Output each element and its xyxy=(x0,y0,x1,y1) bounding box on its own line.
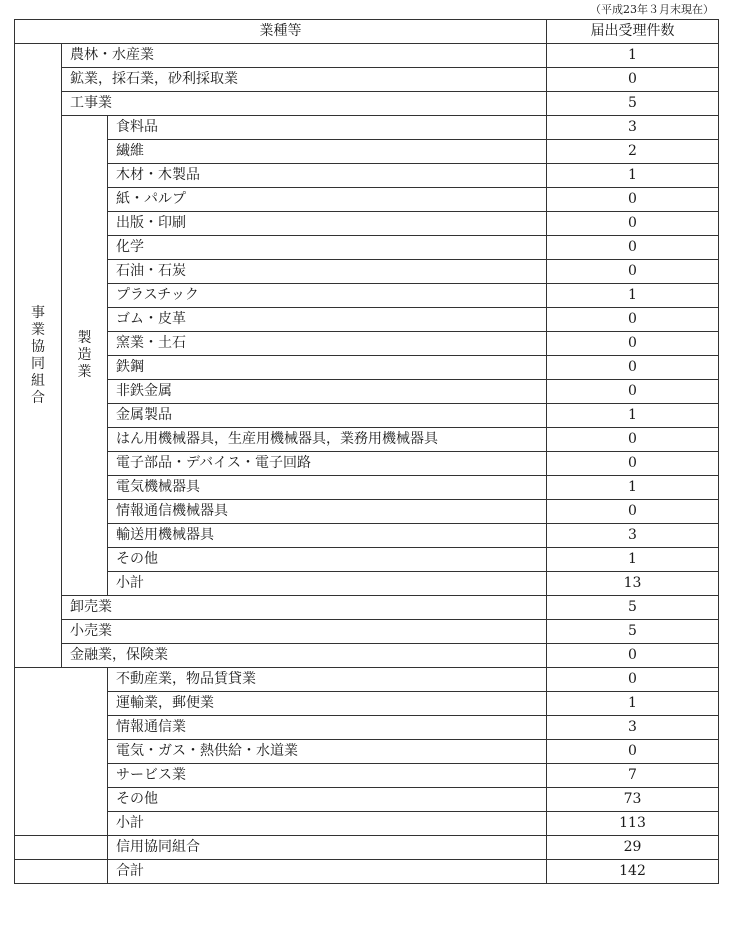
row-label: 繊維 xyxy=(108,140,547,164)
row-value: 1 xyxy=(547,164,719,188)
row-label: 木材・木製品 xyxy=(108,164,547,188)
table-row xyxy=(15,452,719,476)
row-value: 29 xyxy=(547,836,719,860)
row-value: 0 xyxy=(547,500,719,524)
row-value: 1 xyxy=(547,44,719,68)
row-label: 金属製品 xyxy=(108,404,547,428)
table-row xyxy=(15,572,719,596)
table-row xyxy=(15,308,719,332)
table-row xyxy=(15,188,719,212)
table-row xyxy=(15,380,719,404)
table-row xyxy=(15,740,719,764)
row-value: 3 xyxy=(547,524,719,548)
table-row xyxy=(15,92,719,116)
row-value: 73 xyxy=(547,788,719,812)
row-value: 2 xyxy=(547,140,719,164)
table-row xyxy=(15,596,719,620)
table-row xyxy=(15,524,719,548)
row-label: 紙・パルプ xyxy=(108,188,547,212)
row-label: 石油・石炭 xyxy=(108,260,547,284)
table-row xyxy=(15,116,719,140)
row-value: 113 xyxy=(547,812,719,836)
count-header: 届出受理件数 xyxy=(547,20,719,44)
table-row xyxy=(15,44,719,68)
row-value: 0 xyxy=(547,644,719,668)
row-value: 0 xyxy=(547,260,719,284)
row-label: 小売業 xyxy=(62,620,547,644)
table-row xyxy=(15,500,719,524)
row-label: 金融業，保険業 xyxy=(62,644,547,668)
row-value: 0 xyxy=(547,380,719,404)
row-label: 電気機械器具 xyxy=(108,476,547,500)
table-row xyxy=(15,332,719,356)
credit-row xyxy=(15,836,719,860)
row-value: 1 xyxy=(547,476,719,500)
filings-table xyxy=(14,19,719,884)
row-label: 卸売業 xyxy=(62,596,547,620)
manufacturing-label: 製 造 業 xyxy=(62,116,108,596)
row-label: 農林・水産業 xyxy=(62,44,547,68)
row-label: 小計 xyxy=(108,812,547,836)
table-row xyxy=(15,68,719,92)
table-row xyxy=(15,812,719,836)
table-row xyxy=(15,668,719,692)
table-row xyxy=(15,692,719,716)
blank-cell xyxy=(15,836,108,860)
row-value: 1 xyxy=(547,284,719,308)
row-label: 鉄鋼 xyxy=(108,356,547,380)
row-label: 非鉄金属 xyxy=(108,380,547,404)
row-value: 0 xyxy=(547,188,719,212)
blank-group-cell xyxy=(15,668,108,836)
table-row xyxy=(15,428,719,452)
table-row xyxy=(15,284,719,308)
table-row xyxy=(15,260,719,284)
row-label: 鉱業，採石業，砂利採取業 xyxy=(62,68,547,92)
row-label: 信用協同組合 xyxy=(108,836,547,860)
row-value: 0 xyxy=(547,452,719,476)
row-value: 0 xyxy=(547,740,719,764)
table-row xyxy=(15,764,719,788)
row-value: 5 xyxy=(547,596,719,620)
table-row xyxy=(15,620,719,644)
table-row xyxy=(15,788,719,812)
table-row xyxy=(15,164,719,188)
row-label: 食料品 xyxy=(108,116,547,140)
row-label: その他 xyxy=(108,548,547,572)
row-value: 0 xyxy=(547,668,719,692)
row-label: 電気・ガス・熱供給・水道業 xyxy=(108,740,547,764)
row-value: 0 xyxy=(547,308,719,332)
row-value: 7 xyxy=(547,764,719,788)
row-label: 電子部品・デバイス・電子回路 xyxy=(108,452,547,476)
row-value: 1 xyxy=(547,692,719,716)
row-value: 0 xyxy=(547,212,719,236)
row-label: 不動産業，物品賃貸業 xyxy=(108,668,547,692)
table-row xyxy=(15,212,719,236)
row-value: 0 xyxy=(547,68,719,92)
header-row xyxy=(15,20,719,44)
row-label: ゴム・皮革 xyxy=(108,308,547,332)
row-label: 情報通信業 xyxy=(108,716,547,740)
row-label: 合計 xyxy=(108,860,547,884)
row-label: 工事業 xyxy=(62,92,547,116)
row-label: 出版・印刷 xyxy=(108,212,547,236)
blank-cell xyxy=(15,860,108,884)
row-label: その他 xyxy=(108,788,547,812)
row-value: 0 xyxy=(547,428,719,452)
row-label: 窯業・土石 xyxy=(108,332,547,356)
table-row xyxy=(15,548,719,572)
row-label: はん用機械器具，生産用機械器具，業務用機械器具 xyxy=(108,428,547,452)
table-row xyxy=(15,644,719,668)
category-header: 業種等 xyxy=(15,20,547,44)
row-label: サービス業 xyxy=(108,764,547,788)
row-value: 0 xyxy=(547,236,719,260)
table-row xyxy=(15,140,719,164)
row-value: 3 xyxy=(547,716,719,740)
table-row xyxy=(15,236,719,260)
table-row xyxy=(15,476,719,500)
row-label: プラスチック xyxy=(108,284,547,308)
row-label: 輸送用機械器具 xyxy=(108,524,547,548)
row-value: 0 xyxy=(547,332,719,356)
table-row xyxy=(15,404,719,428)
row-value: 0 xyxy=(547,356,719,380)
total-row xyxy=(15,860,719,884)
table-row xyxy=(15,356,719,380)
row-value: 142 xyxy=(547,860,719,884)
row-label: 化学 xyxy=(108,236,547,260)
row-value: 1 xyxy=(547,404,719,428)
row-value: 1 xyxy=(547,548,719,572)
row-value: 3 xyxy=(547,116,719,140)
row-value: 5 xyxy=(547,92,719,116)
cooperative-group-label: 事 業 協 同 組 合 xyxy=(15,44,62,668)
row-value: 5 xyxy=(547,620,719,644)
row-value: 13 xyxy=(547,572,719,596)
row-label: 運輸業，郵便業 xyxy=(108,692,547,716)
row-label: 情報通信機械器具 xyxy=(108,500,547,524)
row-label: 小計 xyxy=(108,572,547,596)
table-row xyxy=(15,716,719,740)
as-of-note: （平成23年３月末現在） xyxy=(590,3,714,16)
